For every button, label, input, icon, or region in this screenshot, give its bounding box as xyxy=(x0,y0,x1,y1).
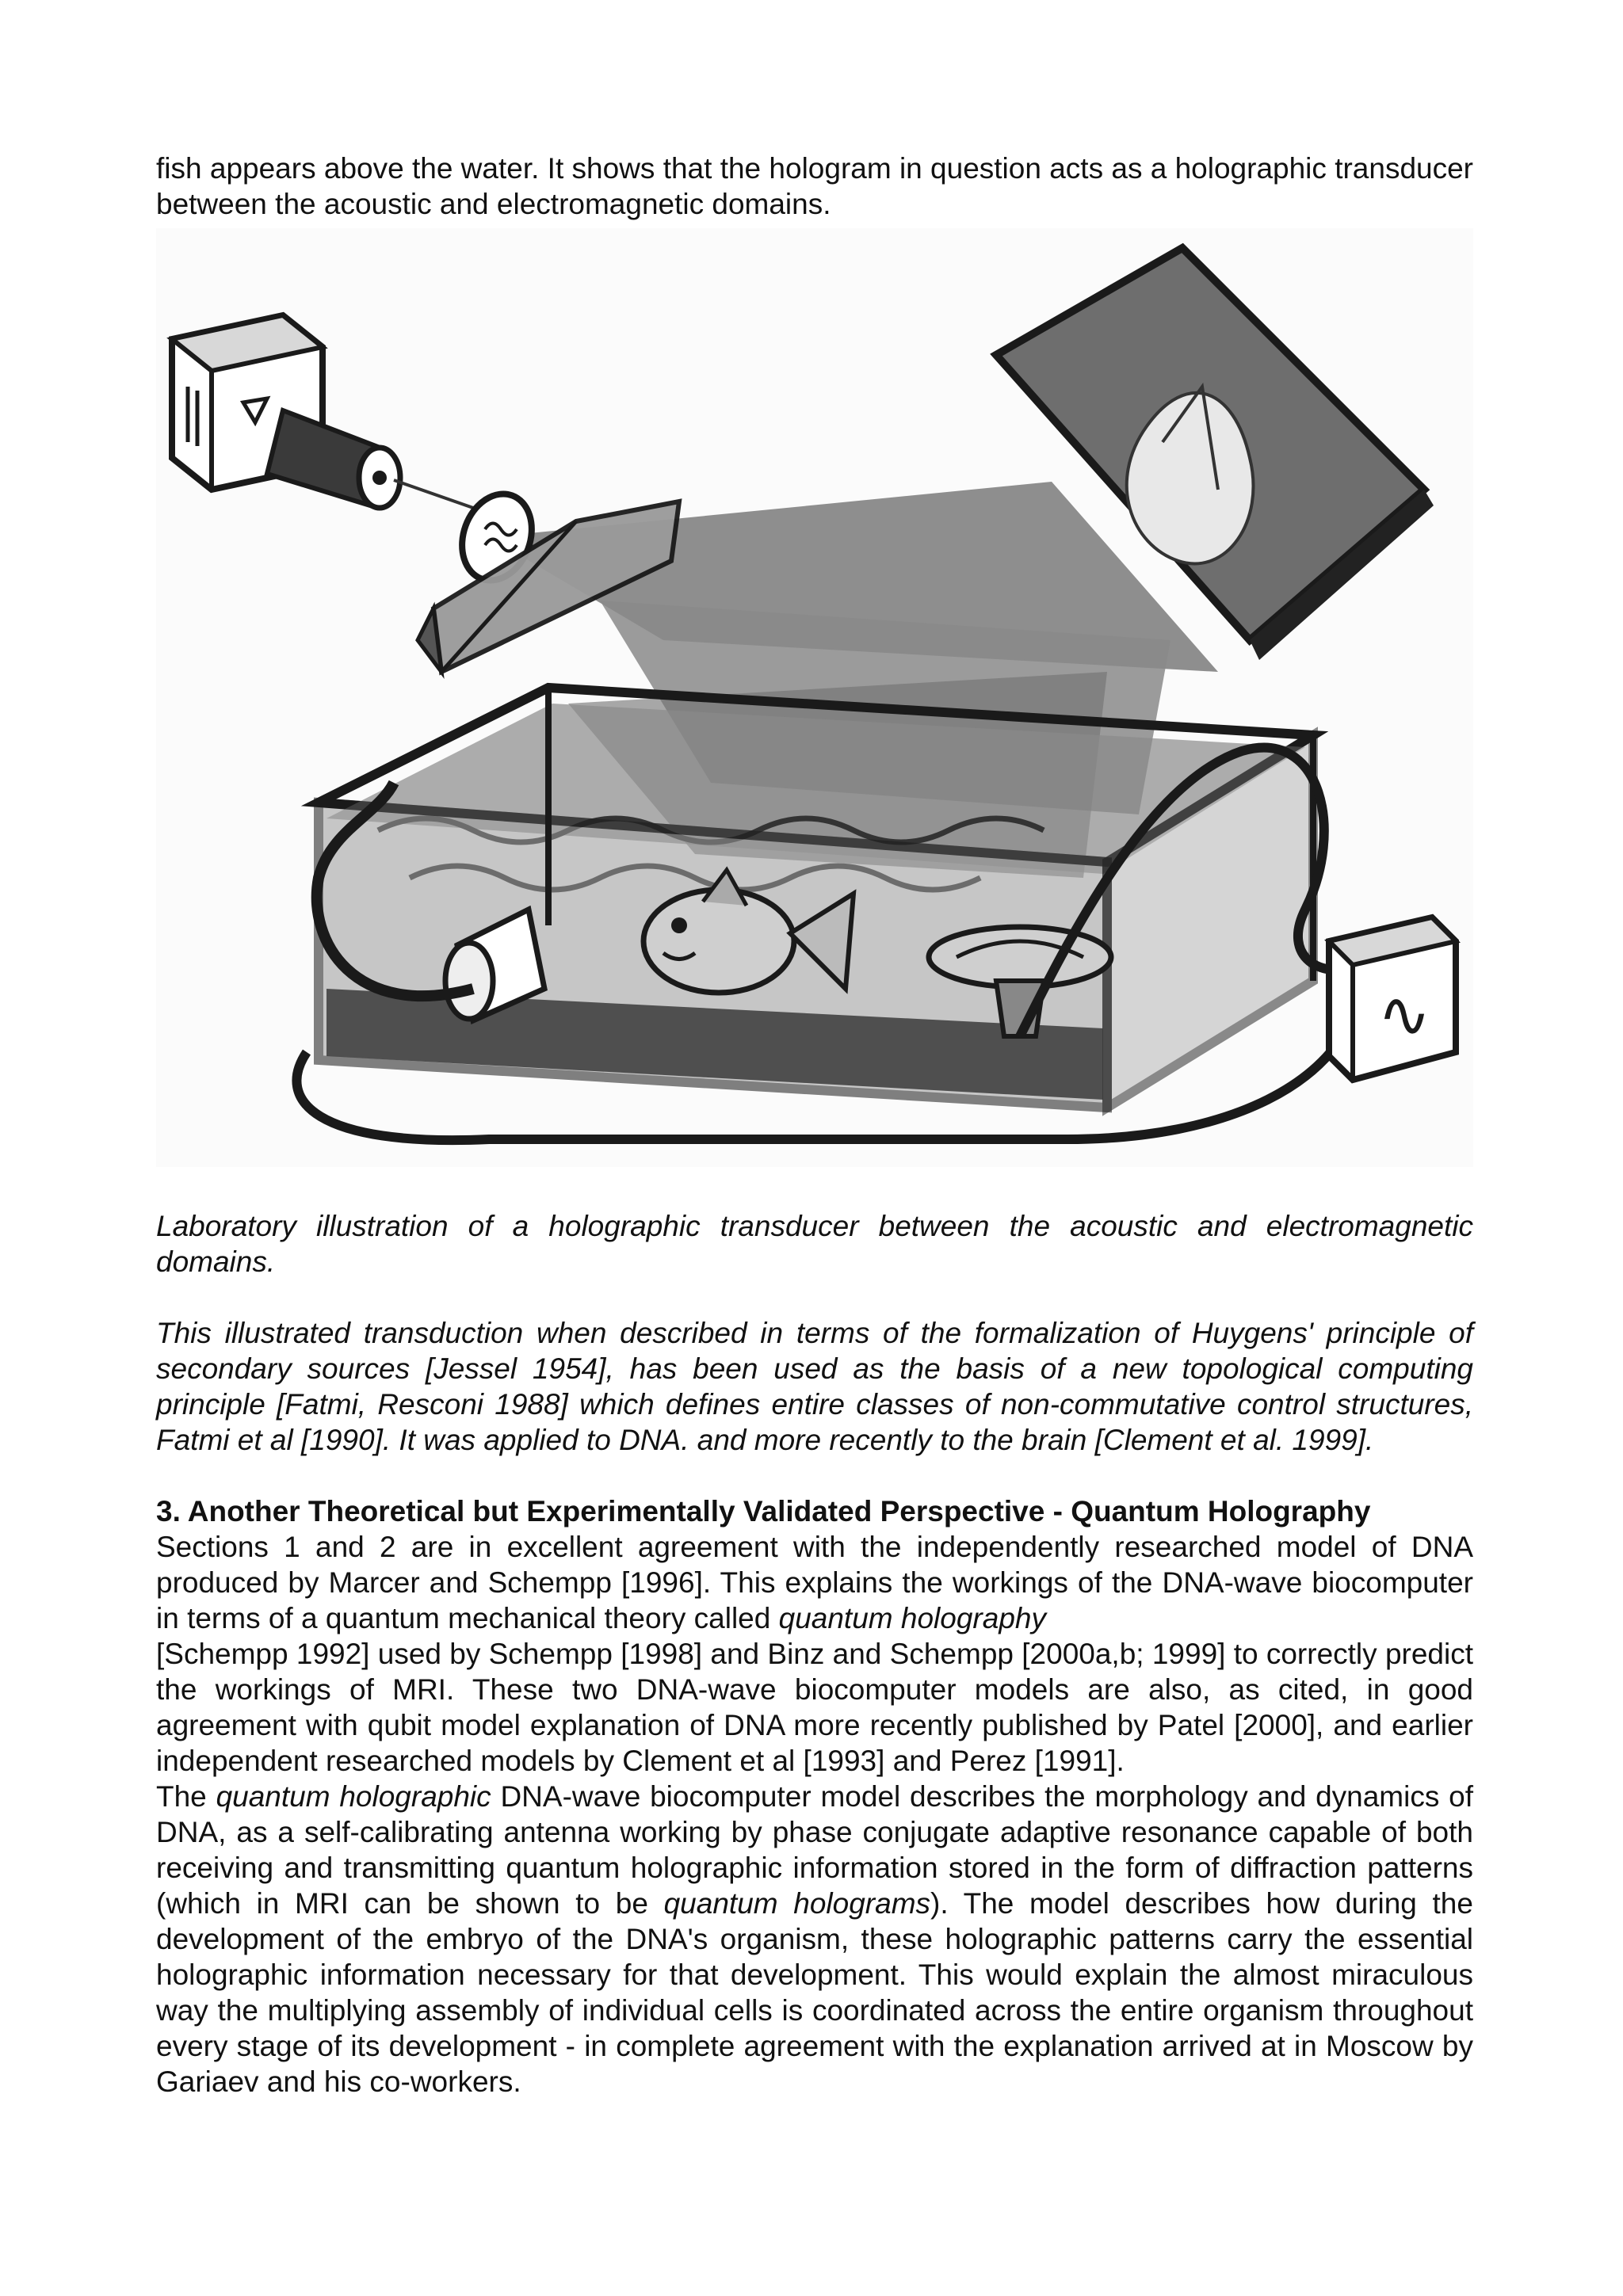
intro-paragraph: fish appears above the water. It shows that the hologram in question acts as a holographic transducer between the acoustic and electromagnetic domains. xyxy=(156,152,1473,220)
para2-italic-term-1: quantum holographic xyxy=(216,1780,491,1813)
document-page xyxy=(156,151,1473,2100)
para2-text-a: The xyxy=(156,1780,216,1813)
power-source xyxy=(1329,917,1456,1080)
para2-italic-term-2: quantum holograms xyxy=(663,1887,931,1920)
para2-text-c: DNA-wave biocomputer model describes the morphology and dynamics of DNA, as a self-calibrating antenna working by phase conjugate adaptive resonance capable of both receiving and transmitting quantum holographic information stored in the form of diffraction patterns (which in MRI can be shown to be xyxy=(156,1780,1473,1920)
section3-paragraph-2 xyxy=(156,1779,1473,2100)
italic-paragraph: This illustrated transduction when described in terms of the formalization of Huygens' principle of secondary sources [Jessel 1954], has been used as the basis of a new topological computing principle [Fatmi, Resconi 1988] which defines entire classes of non-commutative control structures, Fatmi et al [1990]. It was applied to DNA. and more recently to the brain [Clement et al. 1999]. xyxy=(156,1317,1473,1456)
transducer-illustration xyxy=(156,228,1473,1167)
power-symbol: ∿ xyxy=(1377,978,1431,1051)
para1-text-c: [Schempp 1992] used by Schempp [1998] and Binz and Schempp [2000a,b; 1999] to correctly predict the workings of MRI. These two DNA-wave biocomputer models are also, as cited, in good agreement with qubit model explanation of DNA more recently published by Patel [2000], and earlier independent researched models by Clement et al [1993] and Perez [1991]. xyxy=(156,1638,1473,1777)
section-heading: 3. Another Theoretical but Experimentally Validated Perspective - Quantum Holography xyxy=(156,1495,1371,1527)
figure-caption: Laboratory illustration of a holographic transducer between the acoustic and electromagnetic domains. xyxy=(156,1210,1473,1278)
para1-text-a: Sections 1 and 2 are in excellent agreement with the independently researched model of DNA produced by Marcer and Schempp [1996]. This explains the workings of the DNA-wave biocomputer in terms of a quantum mechanical theory called xyxy=(156,1531,1473,1634)
fish-tank xyxy=(319,688,1313,1108)
para2-text-e: ). The model describes how during the development of the embryo of the DNA's organism, these holographic patterns carry the essential holographic information necessary for that development. This would explain the almost miraculous way the multiplying assembly of individual cells is coordinated across the entire organism throughout every stage of its development - in complete agreement with the explanation arrived at in Moscow by Gariaev and his co-workers. xyxy=(156,1887,1473,2098)
section3-paragraph-1 xyxy=(156,1529,1473,1779)
para1-italic-term: quantum holography xyxy=(778,1602,1046,1634)
figure-holographic-transducer xyxy=(156,228,1473,1167)
